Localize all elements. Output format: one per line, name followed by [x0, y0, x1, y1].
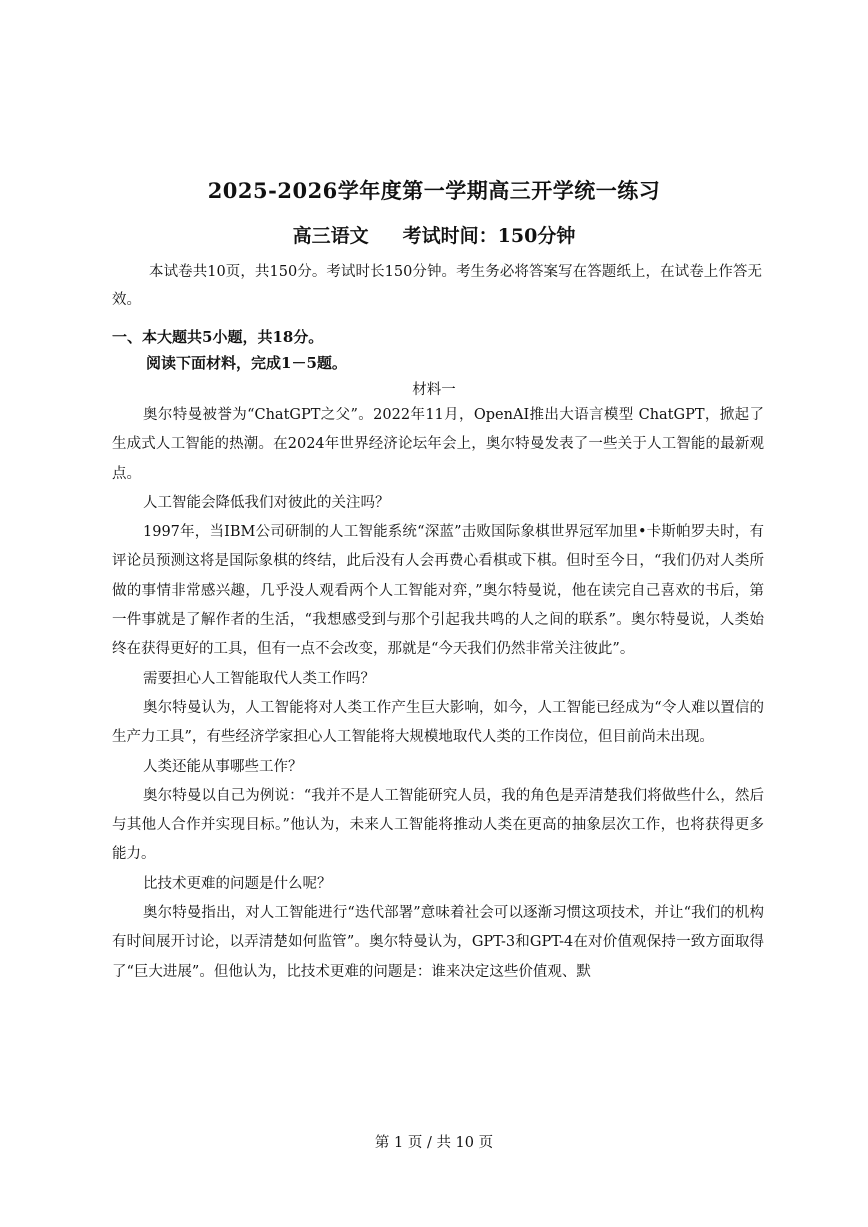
paragraph: 1997年，当IBM公司研制的人工智能系统“深蓝”击败国际象棋世界冠军加里•卡斯帕罗夫时，有评论员预测这将是国际象棋的终结，此后没有人会再费心看棋或下棋。但时至今日，“我们仍对人类所做的事情非常感兴趣，几乎没人观看两个人工智能对弈，”奥尔特曼说，他在读完自己喜欢的书后，第一件事就是了解作者的生活，“我想感受到与那个引起我共鸣的人之间的联系”。奥尔特曼说，人类始终在获得更好的工具，但有一点不会改变，那就是“今天我们仍然非常关注彼此”。: [112, 524, 764, 658]
exam-instructions: 本试卷共10页，共150分。考试时长150分钟。考生务必将答案写在答题纸上，在试卷上作答无效。: [112, 264, 762, 308]
question-heading: 比技术更难的问题是什么呢？: [143, 875, 332, 892]
paragraph: 奥尔特曼被誉为“ChatGPT之父”。2022年11月，OpenAI推出大语言模型 ChatGPT，掀起了生成式人工智能的热潮。在2024年世界经济论坛年会上，奥尔特曼发表了一些关于人工智能的最新观点。: [112, 407, 764, 482]
reading-instruction: 阅读下面材料，完成1－5题。: [146, 354, 347, 372]
subject-label: 高三语文: [292, 225, 369, 247]
exam-time-label: 考试时间：150分钟: [402, 225, 576, 247]
material-title: 材料一: [412, 382, 456, 398]
question-heading: 需要担心人工智能取代人类工作吗？: [143, 670, 375, 687]
material-body: [112, 401, 764, 987]
section-heading: 一、本大题共5小题，共18分。: [112, 328, 324, 346]
question-heading: 人类还能从事哪些工作？: [143, 758, 303, 775]
paragraph: 奥尔特曼指出，对人工智能进行“迭代部署”意味着社会可以逐渐习惯这项技术，并让“我们的机构有时间展开讨论，以弄清楚如何监管”。奥尔特曼认为，GPT-3和GPT-4在对价值观保持一致方面取得了“巨大进展”。但他认为，比技术更难的问题是：谁来决定这些价值观、默: [112, 905, 764, 980]
exam-title: 2025-2026学年度第一学期高三开学统一练习: [207, 178, 661, 203]
question-heading: 人工智能会降低我们对彼此的关注吗？: [143, 494, 390, 511]
page-footer: 第 1 页 / 共 10 页: [374, 1135, 494, 1151]
exam-subtitle: [0, 221, 868, 248]
paragraph: 奥尔特曼以自己为例说：“我并不是人工智能研究人员，我的角色是弄清楚我们将做些什么，然后与其他人合作并实现目标。”他认为，未来人工智能将推动人类在更高的抽象层次工作，也将获得更多能力。: [112, 787, 764, 863]
paragraph: 奥尔特曼认为，人工智能将对人类工作产生巨大影响，如今，人工智能已经成为“令人难以置信的生产力工具”，有些经济学家担心人工智能将大规模地取代人类的工作岗位，但目前尚未出现。: [112, 699, 764, 746]
